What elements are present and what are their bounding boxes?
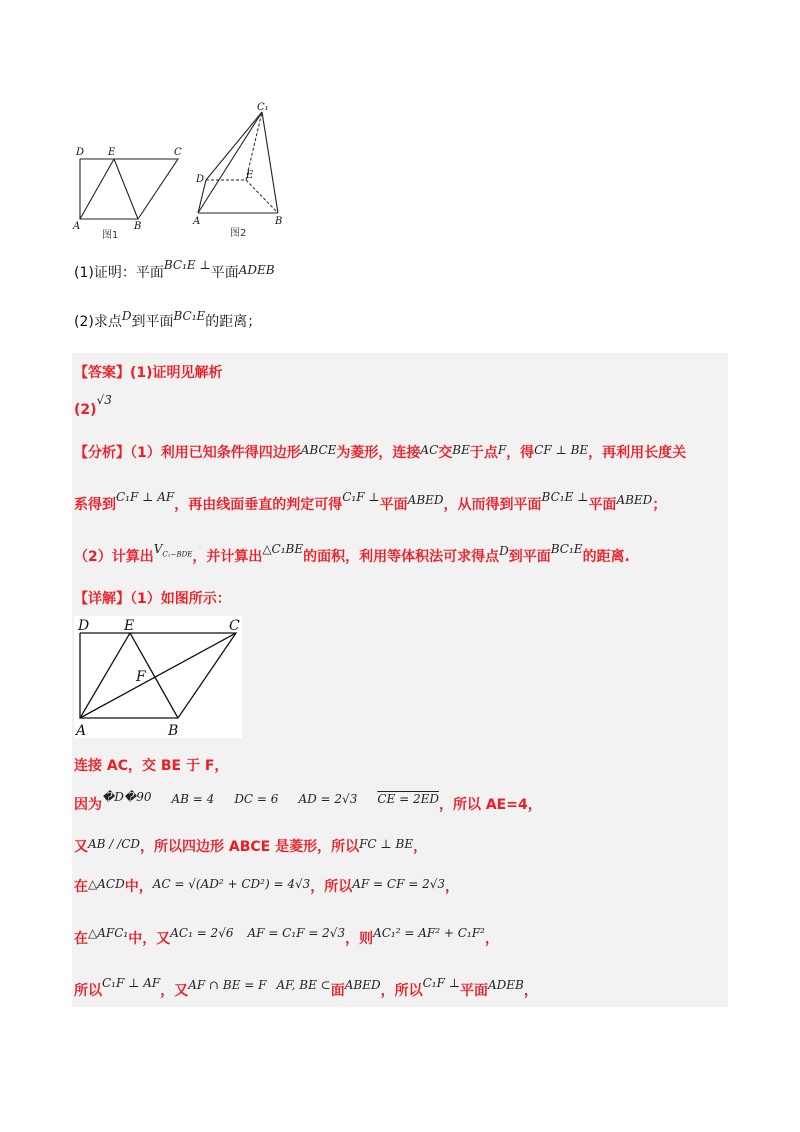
detail-step-3: 又AB / /CD，所以四边形 ABCE 是菱形，所以FC ⊥ BE， xyxy=(74,837,428,855)
analysis-line-2: 系得到C₁F ⊥ AF，再由线面垂直的判定可得C₁F ⊥平面ABED，从而得到平面BC₁E ⊥平面ABED； xyxy=(74,490,667,513)
detail-header: 【详解】（1）如图所示： xyxy=(74,591,231,607)
fig2-label-b: B xyxy=(275,216,283,227)
fig2-label-d: D xyxy=(196,174,205,185)
figure-2-diagram xyxy=(190,100,290,242)
detail-fig-label-e: E xyxy=(124,618,135,634)
fig2-label-c1: C₁ xyxy=(257,102,269,113)
fig1-label-e: E xyxy=(108,147,116,158)
detail-fig-label-a: A xyxy=(76,723,87,738)
analysis-line-3: （2）计算出$V_{C_1-BDE}$，并计算出△C₁BE的面积，利用等体积法可求得点D到平面BC₁E的距离. xyxy=(74,542,630,565)
detail-step-5: 在△AFC₁中，又AC₁ = 2√6 AF = C₁F = 2√3，则AC₁² = AF² + C₁F²， xyxy=(74,926,499,947)
question-2: (2)求点D到平面BC₁E的距离； xyxy=(74,309,262,330)
question-1: (1)证明：平面BC₁E ⊥平面ADEB xyxy=(74,258,275,281)
detail-fig-label-c: C xyxy=(229,618,240,634)
figure-1-diagram xyxy=(70,142,190,242)
fig1-label-a: A xyxy=(73,221,81,232)
fig2-label-e: E xyxy=(246,170,254,181)
detail-fig-label-d: D xyxy=(78,618,90,634)
detail-fig-label-f: F xyxy=(136,669,146,685)
analysis-line-1: 【分析】（1）利用已知条件得四边形ABCE为菱形，连接AC交BE于点F，得CF ⊥ BE，再利用长度关 xyxy=(74,443,687,461)
detail-step-2: 因为�D�90 AB = 4 DC = 6 AD = 2√3 CE = 2ED，所以 AE=4， xyxy=(74,790,542,813)
detail-step-1: 连接 AC，交 BE 于 F， xyxy=(74,758,229,774)
fig2-label-a: A xyxy=(193,216,201,227)
detail-step-4: 在△ACD中，AC = √(AD² + CD²) = 4√3，所以AF = CF = 2√3， xyxy=(74,877,460,895)
answer-line: 【答案】(1)证明见解析 xyxy=(74,365,223,381)
fig2-caption: 图2 xyxy=(230,228,247,239)
fig1-label-d: D xyxy=(76,147,85,158)
fig1-label-b: B xyxy=(134,221,142,232)
fig1-label-c: C xyxy=(174,147,182,158)
fig1-caption: 图1 xyxy=(102,230,119,241)
detail-fig-label-b: B xyxy=(168,723,179,738)
detail-figure-diagram xyxy=(74,616,242,738)
detail-step-6: 所以C₁F ⊥ AF，又AF ∩ BE = F AF, BE ⊂面ABED，所以C₁F ⊥平面ADEB， xyxy=(74,976,538,999)
answer-part-2: (2)√3 xyxy=(74,393,112,418)
